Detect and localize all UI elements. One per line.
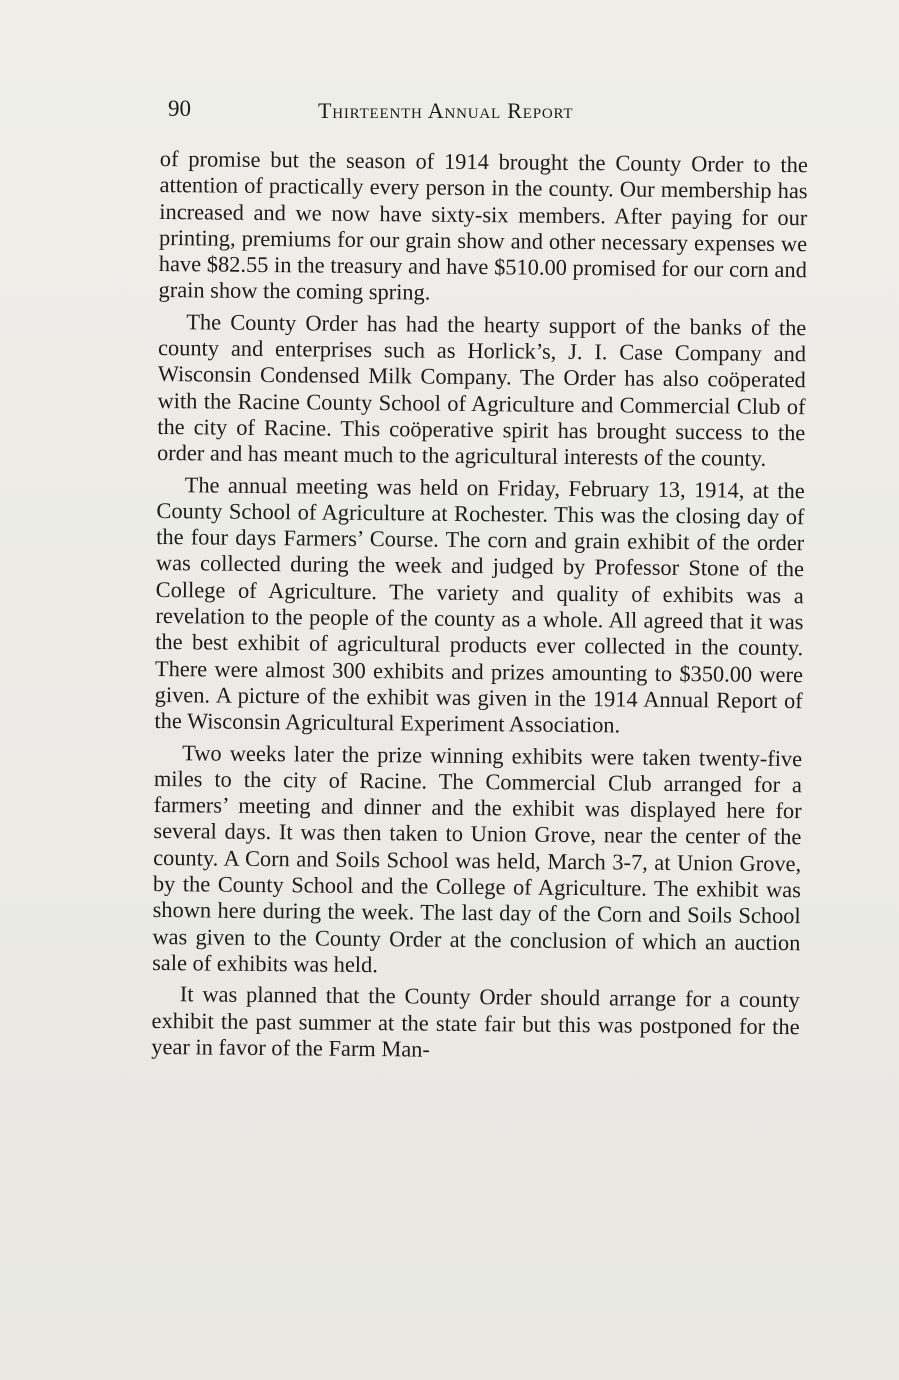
running-head bbox=[168, 96, 652, 128]
paragraph-annual-meeting: The annual meeting was held on Friday, February 13, 1914, at the County School of Agriculture at Rochester. This was the closing day of the four days Farmers’ Course. The corn and grain exhibit of the order was collected during the week and judged by Professor Stone of the College of Agriculture. The variety and quality of exhibits was a revelation to the people of the county as a whole. All agreed that it was the best exhibit of agricultural products ever collected in the county. There were almost 300 exhibits and prizes amounting to $350.00 were given. A picture of the exhibit was given in the 1914 Annual Report of the Wisconsin Agricultural Experiment Association. bbox=[154, 471, 805, 738]
paragraph-membership: of promise but the season of 1914 brought the County Order to the attention of practically every person in the county. Our membership has increased and we now have sixty-six members. After paying for our printing, premiums for our grain show and other necessary expenses we have $82.55 in the treasury and have $510.00 promised for our corn and grain show the coming spring. bbox=[158, 146, 808, 306]
paragraph-prize-exhibits: Two weeks later the prize winning exhibits were taken twenty-five miles to the city of Racine. The Commercial Club arranged for a farmers’ meeting and dinner and the exhibit was displayed here for several days. It was then taken to Union Grove, near the center of the county. A Corn and Soils School was held, March 3-7, at Union Grove, by the County School and the College of Agriculture. The exhibit was shown here during the week. The last day of the Corn and Soils School was given to the County Order at the conclusion of which an auction sale of exhibits was held. bbox=[152, 739, 803, 978]
paragraph-support: The County Order has had the hearty support of the banks of the county and enterprises such as Horlick’s, J. I. Case Company and Wisconsin Condensed Milk Company. The Order has also coöperated with the Racine County School of Agriculture and Commercial Club of the city of Racine. This coöperative spirit has brought success to the order and has meant much to the agricultural interests of the county. bbox=[156, 309, 807, 472]
paragraph-state-fair: It was planned that the County Order should arrange for a county exhibit the past summer at the state fair but this was postponed for the year in favor of the Farm Man- bbox=[151, 981, 800, 1062]
page-number: 90 bbox=[168, 96, 191, 121]
report-title: Thirteenth Annual Report bbox=[318, 98, 574, 123]
body-text bbox=[151, 146, 808, 1071]
